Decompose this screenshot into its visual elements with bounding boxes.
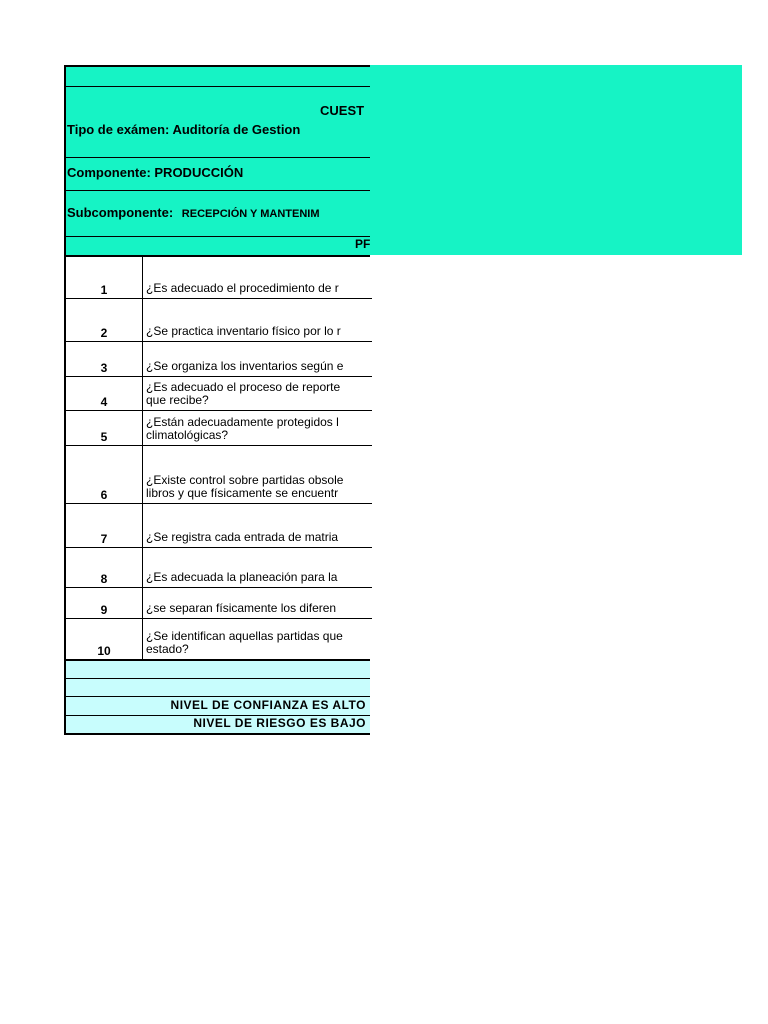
question-line-1: ¿Es adecuado el proceso de reporte xyxy=(146,381,341,394)
question-row xyxy=(66,503,372,547)
questionnaire-title: CUEST xyxy=(320,103,365,118)
question-number: 3 xyxy=(100,361,108,375)
question-line-1: ¿se separan físicamente los diferen xyxy=(146,602,337,615)
question-row xyxy=(66,618,372,659)
header-band xyxy=(64,65,370,255)
question-text xyxy=(146,360,372,373)
confidence-level: NIVEL DE CONFIANZA ES ALTO xyxy=(170,698,366,712)
question-number: 5 xyxy=(100,430,108,444)
question-line-2: estado? xyxy=(146,642,189,656)
question-number: 9 xyxy=(100,603,108,617)
question-line-1: ¿Existe control sobre partidas obsole xyxy=(146,474,344,487)
question-text xyxy=(146,325,372,338)
questions-table xyxy=(64,257,370,659)
question-row xyxy=(66,341,372,376)
question-number: 8 xyxy=(100,572,108,586)
subcomponent-label: Subcomponente: xyxy=(67,205,174,220)
question-text xyxy=(146,531,372,544)
component: Componente: PRODUCCIÓN xyxy=(67,165,244,180)
question-text xyxy=(146,381,372,407)
question-number: 6 xyxy=(100,488,108,502)
question-row xyxy=(66,547,372,587)
question-line-1: ¿Se organiza los inventarios según e xyxy=(146,360,344,373)
question-line-2: climatológicas? xyxy=(146,428,229,442)
question-line-2: que recibe? xyxy=(146,393,209,407)
question-row xyxy=(66,410,372,445)
question-number: 7 xyxy=(100,532,108,546)
question-text xyxy=(146,416,372,442)
question-number: 4 xyxy=(100,395,108,409)
section-header: PF xyxy=(355,237,371,251)
question-line-1: ¿Es adecuada la planeación para la xyxy=(146,571,338,584)
question-line-1: ¿Es adecuado el procedimiento de r xyxy=(146,282,339,295)
question-number: 2 xyxy=(100,326,108,340)
teal-highlight-block xyxy=(370,65,742,255)
question-line-1: ¿Se practica inventario físico por lo r xyxy=(146,325,341,338)
subcomponent xyxy=(67,205,367,220)
risk-level: NIVEL DE RIESGO ES BAJO xyxy=(193,716,366,730)
question-row xyxy=(66,587,372,618)
question-line-1: ¿Están adecuadamente protegidos l xyxy=(146,416,339,429)
question-text xyxy=(146,571,372,584)
question-line-2: libros y que físicamente se encuentr xyxy=(146,486,339,500)
exam-type: Tipo de exámen: Auditoría de Gestion xyxy=(67,122,301,137)
question-text xyxy=(146,282,372,295)
question-row xyxy=(66,257,372,298)
question-line-1: ¿Se identifican aquellas partidas que xyxy=(146,630,343,643)
question-text xyxy=(146,630,372,656)
question-row xyxy=(66,445,372,503)
question-row xyxy=(66,376,372,410)
subcomponent-value: RECEPCIÓN Y MANTENIM xyxy=(181,208,320,220)
question-line-1: ¿Se registra cada entrada de matria xyxy=(146,531,339,544)
question-text xyxy=(146,602,372,615)
question-number: 10 xyxy=(97,644,111,658)
question-row xyxy=(66,298,372,341)
question-text xyxy=(146,474,372,500)
question-number: 1 xyxy=(100,283,108,297)
